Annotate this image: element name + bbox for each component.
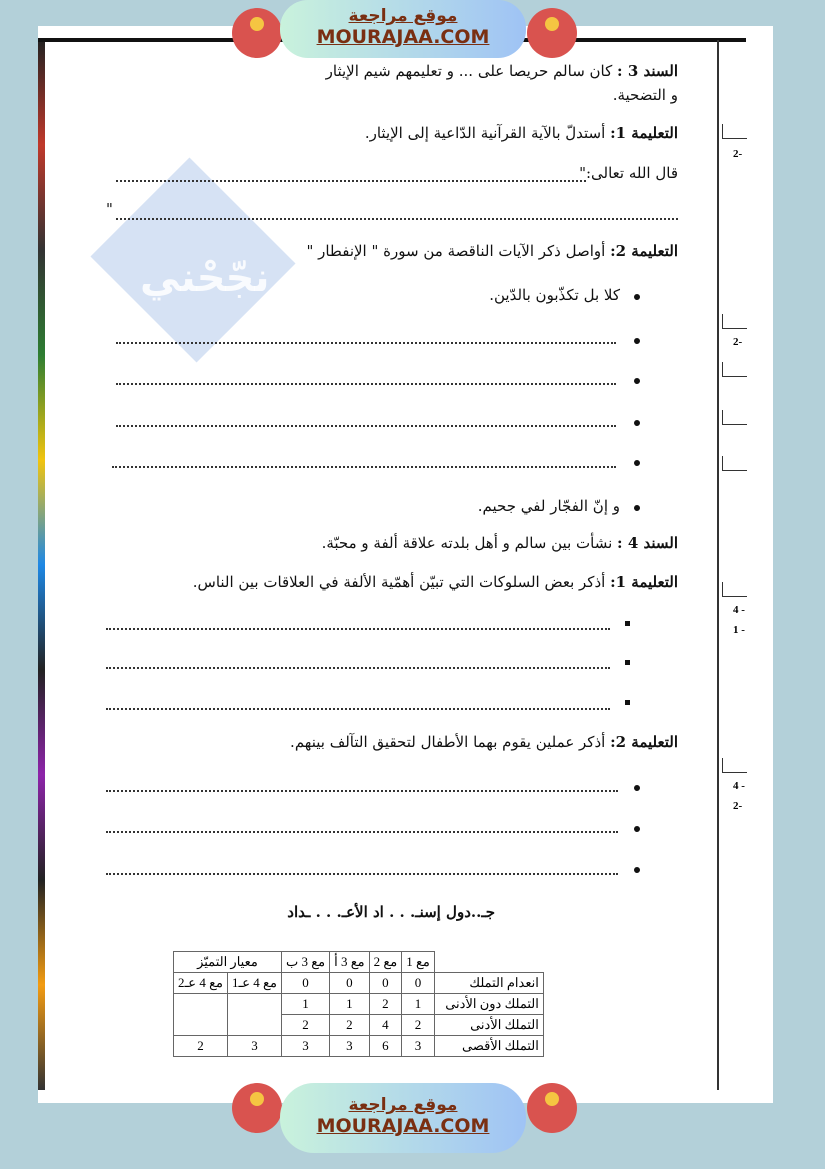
verse-first: كلا بل تكذّبون بالدّين. <box>489 286 620 304</box>
site-logo[interactable] <box>232 8 282 58</box>
margin-bracket <box>722 362 747 377</box>
answer-line[interactable] <box>106 708 610 710</box>
logo-icon <box>250 17 264 31</box>
bullet <box>634 460 640 466</box>
answer-line[interactable] <box>106 790 618 792</box>
sanad3: السند 3 : كان سالم حريصا على ... و تعليمهم شيم الإيثار <box>325 62 678 80</box>
answer-line[interactable] <box>112 466 616 468</box>
margin-number: 2- <box>733 800 743 812</box>
grid-title: جـ..دول إسنـ. . . اد الأعـ. . . ـداد <box>287 903 495 921</box>
answer-line[interactable] <box>116 218 678 220</box>
logo-icon <box>250 1092 264 1106</box>
bullet <box>634 378 640 384</box>
site-logo[interactable] <box>527 1083 577 1133</box>
answer-line[interactable] <box>116 180 586 182</box>
site-banner-bottom[interactable]: موقع مراجعة MOURAJAA.COM <box>280 1083 526 1153</box>
answer-line[interactable] <box>106 667 610 669</box>
margin-bracket <box>722 124 747 139</box>
quote-start: قال الله تعالى:" <box>579 164 678 182</box>
answer-line[interactable] <box>116 383 616 385</box>
answer-line[interactable] <box>106 628 610 630</box>
bullet <box>634 826 640 832</box>
answer-line[interactable] <box>116 342 616 344</box>
verse-last: و إنّ الفجّار لفي جحيم. <box>477 497 620 515</box>
bullet <box>634 294 640 300</box>
bullet <box>634 867 640 873</box>
answer-line[interactable] <box>106 831 618 833</box>
margin-number: 4 - <box>733 604 745 616</box>
answer-line[interactable] <box>116 425 616 427</box>
margin-number: 2- <box>733 336 743 348</box>
margin-bracket <box>722 758 747 773</box>
sanad3-cont: و التضحية. <box>612 86 678 104</box>
margin-number: 2- <box>733 148 743 160</box>
margin-number: 4 - <box>733 780 745 792</box>
instruction-4-2: التعليمة 2: أذكر عملين يقوم بهما الأطفال لتحقيق التآلف بينهم. <box>290 733 678 751</box>
site-logo[interactable] <box>527 8 577 58</box>
bullet <box>634 420 640 426</box>
bullet-square <box>625 660 630 665</box>
margin-bracket <box>722 314 747 329</box>
margin-bracket <box>722 582 747 597</box>
logo-icon <box>545 17 559 31</box>
margin-number: 1 - <box>733 624 745 636</box>
worksheet-page <box>38 26 773 1103</box>
binding-strip <box>38 40 45 1090</box>
instruction-1: التعليمة 1: أستدلّ بالآية القرآنية الدّاعية إلى الإيثار. <box>364 124 678 142</box>
answer-line[interactable] <box>106 873 618 875</box>
bullet <box>634 338 640 344</box>
margin-rule <box>717 40 719 1090</box>
bullet-square <box>625 621 630 626</box>
logo-icon <box>545 1092 559 1106</box>
grading-table: مع 1 مع 2 مع 3 أ مع 3 ب معيار التميّز انعدام التملك 0 0 0 0 مع 4 عـ1 مع 4 عـ2 التملك دون الأدنى 1 2 1 1 التملك الأدنى 2 4 2 2 التملك الأقصى 3 6 3 3 3 2 <box>173 951 544 1057</box>
watermark-text: نجّحْني <box>140 255 270 301</box>
quote-end: " <box>106 200 113 218</box>
bullet <box>634 785 640 791</box>
sanad4: السند 4 : نشأت بين سالم و أهل بلدته علاقة ألفة و محبّة. <box>321 534 678 552</box>
margin-bracket <box>722 456 747 471</box>
bullet <box>634 505 640 511</box>
bullet-square <box>625 700 630 705</box>
margin-bracket <box>722 410 747 425</box>
instruction-2: التعليمة 2: أواصل ذكر الآيات الناقصة من سورة " الإنفطار " <box>306 242 678 260</box>
instruction-4-1: التعليمة 1: أذكر بعض السلوكات التي تبيّن أهمّية الألفة في العلاقات بين الناس. <box>192 573 678 591</box>
site-logo[interactable] <box>232 1083 282 1133</box>
site-banner-top[interactable]: موقع مراجعة MOURAJAA.COM <box>280 0 526 58</box>
